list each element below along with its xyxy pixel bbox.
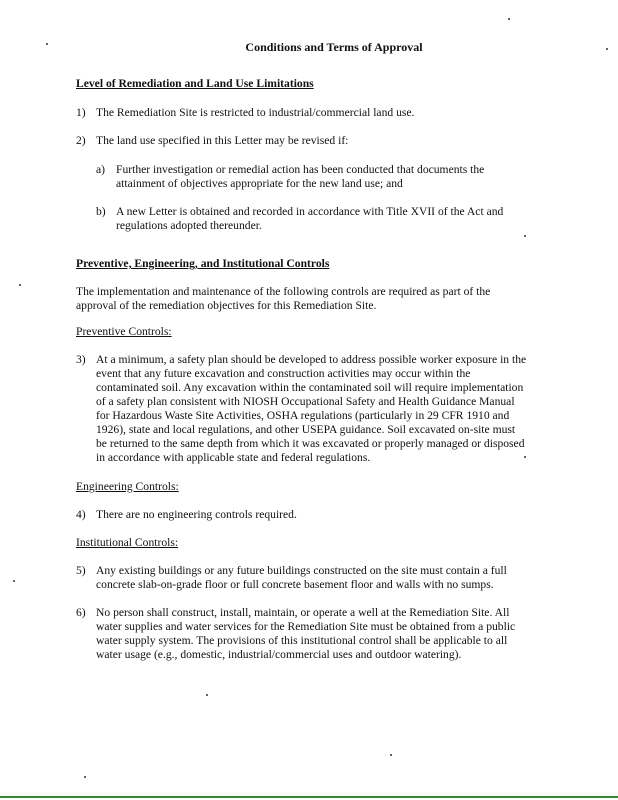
- item-3-line-3: contaminated soil. Any excavation within the contaminated soil will require implementation: [96, 381, 524, 394]
- item-6-line-4: water usage (e.g., domestic, industrial/commercial uses and outdoor watering).: [96, 648, 462, 661]
- item-3-line-1: At a minimum, a safety plan should be developed to address possible worker exposure in the: [96, 353, 527, 366]
- item-3-line-4: of a safety plan consistent with NIOSH Occupational Safety and Health Guidance Manual: [96, 395, 515, 408]
- item-6-line-2: water supplies and water services for the Remediation Site must be obtained from a public: [96, 620, 516, 633]
- scan-speck: [19, 284, 21, 286]
- item-number-4: 4): [76, 508, 86, 521]
- scan-speck: [524, 456, 526, 458]
- item-3-line-2: event that any future excavation and construction activities may occur within the: [96, 367, 471, 380]
- subitem-a-line-1: Further investigation or remedial action has been conducted that documents the: [116, 163, 485, 176]
- item-text-1: The Remediation Site is restricted to industrial/commercial land use.: [96, 106, 415, 119]
- item-3-line-7: be returned to the same depth from which it was excavated or properly managed or disposed: [96, 437, 525, 450]
- item-number-2: 2): [76, 134, 86, 147]
- item-6-line-3: water supply system. The provisions of this institutional control shall be applicable to all: [96, 634, 508, 647]
- bottom-edge-line: [0, 796, 618, 798]
- item-3-line-8: in accordance with applicable state and federal regulations.: [96, 451, 371, 464]
- scan-speck: [13, 580, 15, 582]
- scan-speck: [606, 48, 608, 50]
- subheading-engineering: Engineering Controls:: [76, 480, 179, 493]
- section-heading-controls: Preventive, Engineering, and Institutional Controls: [76, 257, 330, 270]
- item-3-line-5: for Hazardous Waste Site Activities, OSHA regulations (particularly in 29 CFR 1910 and: [96, 409, 510, 422]
- item-number-1: 1): [76, 106, 86, 119]
- scan-speck: [46, 43, 48, 45]
- item-5-line-1: Any existing buildings or any future buildings constructed on the site must contain a full: [96, 564, 507, 577]
- item-number-5: 5): [76, 564, 86, 577]
- subheading-institutional: Institutional Controls:: [76, 536, 179, 549]
- subitem-a-line-2: attainment of objectives appropriate for the new land use; and: [116, 177, 403, 190]
- subheading-preventive: Preventive Controls:: [76, 325, 172, 338]
- item-6-line-1: No person shall construct, install, maintain, or operate a well at the Remediation Site. All: [96, 606, 510, 619]
- subitem-b-line-1: A new Letter is obtained and recorded in accordance with Title XVII of the Act and: [116, 205, 504, 218]
- item-number-3: 3): [76, 353, 86, 366]
- item-text-2: The land use specified in this Letter may be revised if:: [96, 134, 349, 147]
- scan-speck: [84, 776, 86, 778]
- subitem-letter-b: b): [96, 205, 106, 218]
- item-3-line-6: 1926), state and local regulations, and other USEPA guidance. Soil excavated on-site must: [96, 423, 516, 436]
- subitem-b-line-2: regulations adopted thereunder.: [116, 219, 262, 232]
- subitem-letter-a: a): [96, 163, 106, 176]
- item-text-4: There are no engineering controls required.: [96, 508, 297, 521]
- scan-speck: [390, 754, 392, 756]
- page-title: Conditions and Terms of Approval: [245, 40, 423, 54]
- intro-line-1: The implementation and maintenance of the following controls are required as part of the: [76, 285, 491, 298]
- scan-speck: [206, 694, 208, 696]
- section-heading-remediation: Level of Remediation and Land Use Limitations: [76, 77, 314, 90]
- item-number-6: 6): [76, 606, 86, 619]
- scan-speck: [508, 18, 510, 20]
- item-5-line-2: concrete slab-on-grade floor or full concrete basement floor and walls with no sumps.: [96, 578, 494, 591]
- scan-speck: [524, 235, 526, 237]
- intro-line-2: approval of the remediation objectives for this Remediation Site.: [76, 299, 377, 312]
